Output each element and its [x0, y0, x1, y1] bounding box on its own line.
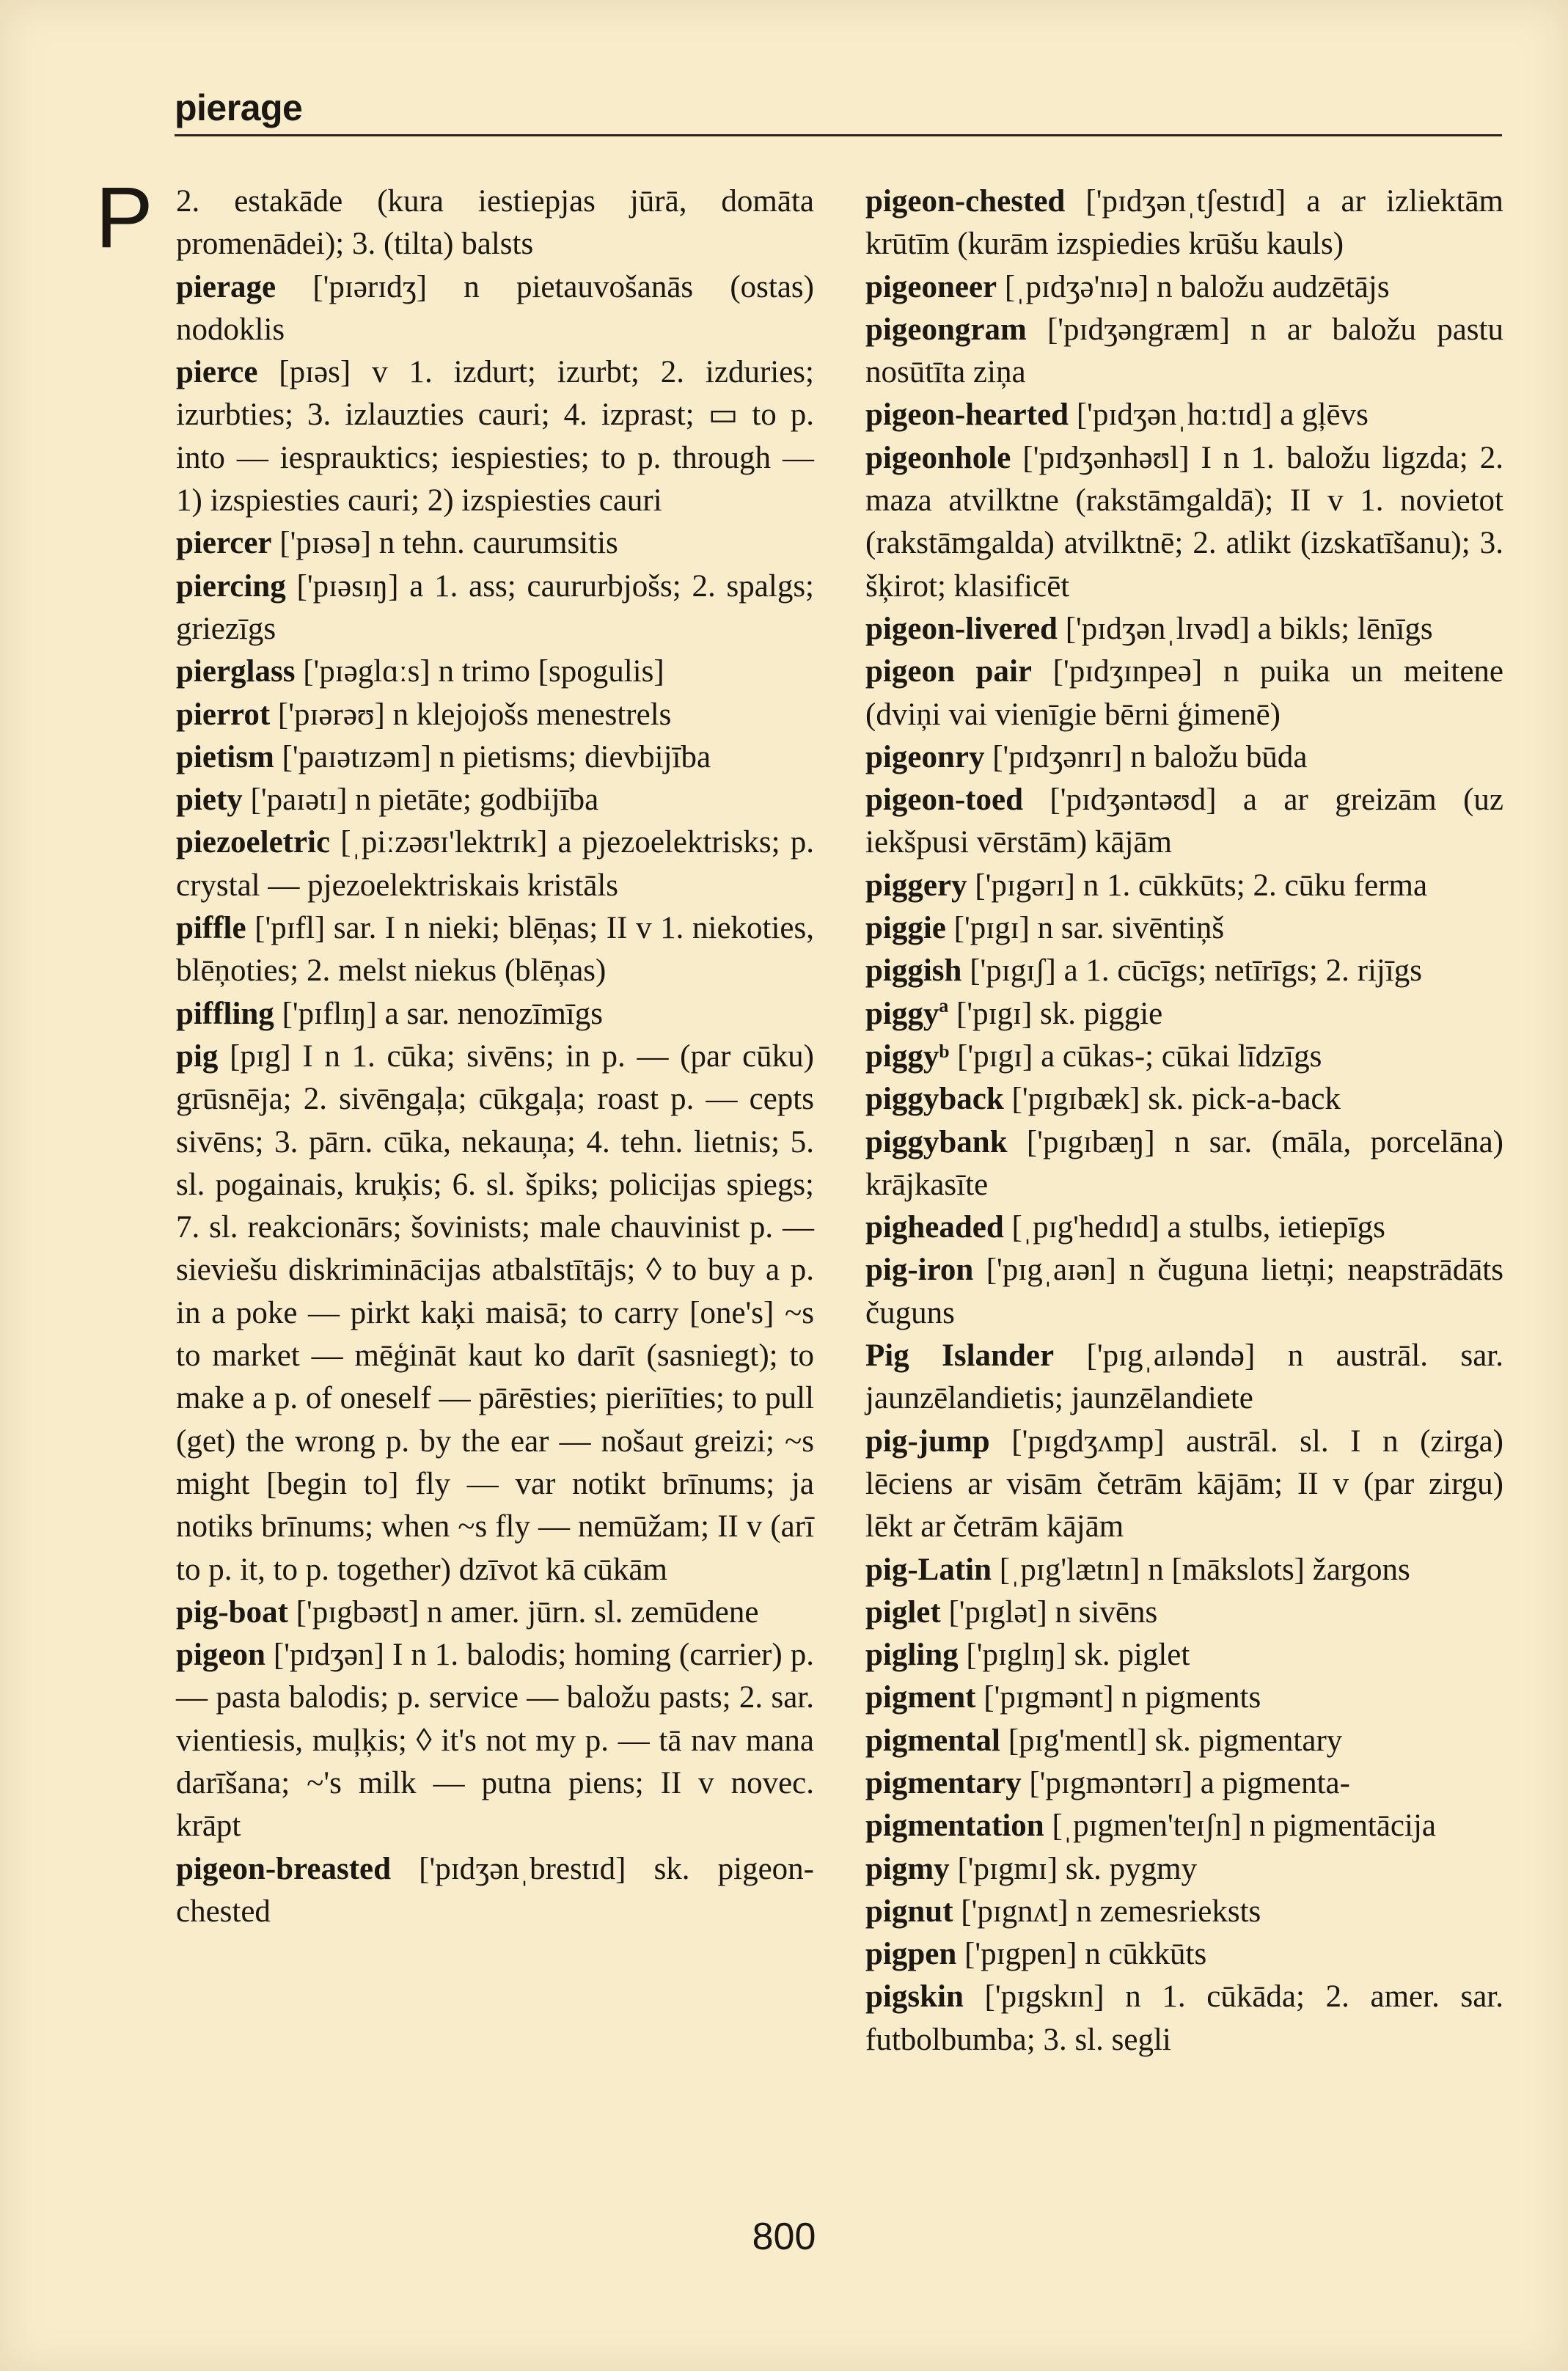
headword: piglet — [865, 1594, 941, 1630]
dictionary-entry — [865, 1206, 1503, 1249]
entry-text: ['pɪdʒɪnpeə] n puika un meitene (dviņi vai vienīgie bērni ģimenē) — [865, 654, 1503, 732]
headword: piggybank — [865, 1124, 1008, 1159]
entry-text: ['paɪətɪzəm] n pietisms; dievbijība — [274, 739, 711, 774]
entry-text: ['pɪgdʒʌmp] austrāl. sl. I n (zirga) lēciens ar visām četrām kājām; II v (par zirgu) lēkt ar četrām kājām — [865, 1423, 1503, 1544]
section-letter: P — [95, 169, 153, 266]
headword: pig-boat — [176, 1594, 288, 1630]
dictionary-entry — [865, 266, 1503, 309]
dictionary-entry — [865, 180, 1503, 266]
dictionary-entry — [865, 950, 1503, 992]
headword: pigeon-toed — [865, 783, 1023, 818]
entry-text: ['pɪflɪŋ] a sar. nenozīmīgs — [274, 996, 603, 1031]
dictionary-entry — [865, 1634, 1503, 1676]
dictionary-entry — [176, 651, 814, 693]
entry-text: ['pɪgɪ] a cūkas-; cūkai līdzīgs — [949, 1038, 1322, 1074]
entry-text: ['pɪdʒəngræm] n ar baložu pastu nosūtīta ziņa — [865, 312, 1503, 390]
dictionary-entry — [865, 907, 1503, 950]
dictionary-entry — [865, 779, 1503, 865]
headword: pigpen — [865, 1937, 957, 1972]
headword: pigeon pair — [865, 654, 1032, 689]
dictionary-entry — [176, 821, 814, 907]
headword: piggyᵇ — [865, 1038, 950, 1074]
headword: pigeon-hearted — [865, 397, 1069, 433]
page-number: 800 — [752, 2216, 816, 2258]
headword: pigeon — [176, 1638, 265, 1673]
headword: pigskin — [865, 1979, 964, 2015]
headword: pierce — [176, 355, 258, 390]
entry-text: ['pɪdʒənˌbrestɪd] sk. pigeon-chested — [176, 1851, 814, 1929]
headword: pigling — [865, 1638, 959, 1673]
left-column — [176, 180, 814, 1933]
dictionary-entry — [865, 1976, 1503, 2062]
headword: pigment — [865, 1680, 976, 1715]
dictionary-entry — [176, 1591, 814, 1634]
headword: pigeoneer — [865, 269, 997, 304]
dictionary-entry — [865, 1036, 1503, 1078]
headword: pigeonhole — [865, 440, 1011, 475]
dictionary-entry — [176, 907, 814, 993]
entry-text: ['pɪdʒənˌlɪvəd] a bikls; lēnīgs — [1057, 611, 1433, 646]
headword: pigmy — [865, 1851, 950, 1886]
headword: pignut — [865, 1894, 953, 1929]
headword: piercer — [176, 526, 272, 561]
headword: pigeon-chested — [865, 184, 1066, 219]
entry-text: ['pɪgməntərɪ] a pigmenta- — [1021, 1765, 1350, 1800]
headword: pigeon-livered — [865, 611, 1058, 646]
headword: pigmental — [865, 1723, 1000, 1758]
headword: piffling — [176, 996, 274, 1031]
headword: piggish — [865, 953, 962, 989]
entry-text: ['pɪgɪ] n sar. sivēntiņš — [945, 911, 1225, 946]
entry-text: [pɪəs] v 1. izdurt; izurbt; 2. izduries; izurbties; 3. izlauzties cauri; 4. izprast; ▭ to p. into — iesprauktics; iespiesties; to p. through — 1) izspiesties cauri; 2) izspiesties cauri — [176, 355, 814, 518]
dictionary-entry — [865, 1121, 1503, 1207]
entry-text: ['pɪgɪ] sk. piggie — [948, 996, 1163, 1031]
dictionary-entry — [865, 1848, 1503, 1891]
entry-text: ['pɪdʒənˌtʃestɪd] a ar izliektām krūtīm (kurām izspiedies krūšu kauls) — [865, 184, 1503, 262]
dictionary-entry — [176, 993, 814, 1036]
headword: pietism — [176, 739, 274, 774]
entry-text: ['pɪfl] sar. I n nieki; blēņas; II v 1. niekoties, blēņoties; 2. melst niekus (blēņas) — [176, 911, 814, 989]
dictionary-entry — [176, 522, 814, 565]
entry-text: ['pɪgmɪ] sk. pygmy — [949, 1851, 1198, 1886]
entry-text: ['pɪgskɪn] n 1. cūkāda; 2. amer. sar. futbolbumba; 3. sl. segli — [865, 1979, 1503, 2057]
headword: pigmentation — [865, 1809, 1044, 1844]
entry-text: ['pɪdʒəntəʊd] a ar greizām (uz iekšpusi vērstām) kājām — [865, 783, 1503, 860]
entry-text: ['pɪgˌaɪləndə] n austrāl. sar. jaunzēlandietis; jaunzēlandiete — [865, 1338, 1503, 1416]
running-head: pierage — [175, 87, 303, 128]
entry-text: ['pɪgɪbæŋ] n sar. (māla, porcelāna) krājkasīte — [865, 1124, 1503, 1202]
headword: pigmentary — [865, 1765, 1022, 1800]
headword: pigheaded — [865, 1210, 1004, 1245]
headword: pigeongram — [865, 312, 1027, 347]
entry-text: ['pɪgbəʊt] n amer. jūrn. sl. zemūdene — [287, 1594, 759, 1630]
headword: piggyback — [865, 1082, 1004, 1117]
entry-text: ['pɪgmənt] n pigments — [975, 1680, 1261, 1715]
dictionary-entry — [865, 437, 1503, 608]
entry-text: ['pɪəglɑːs] n trimo [spogulis] — [295, 654, 664, 689]
dictionary-entry — [865, 1676, 1503, 1719]
headword: pigeon-breasted — [176, 1851, 392, 1886]
dictionary-entry — [865, 736, 1503, 779]
headword: piercing — [176, 568, 286, 604]
dictionary-entry — [176, 1036, 814, 1591]
entry-text: ['pɪgɪʃ] a 1. cūcīgs; netīrīgs; 2. rijīgs — [961, 953, 1423, 989]
entry-text: ['pɪglət] n sivēns — [940, 1594, 1158, 1630]
dictionary-entry — [176, 694, 814, 736]
entry-text: ['pɪdʒən] I n 1. balodis; homing (carrier) p. — pasta balodis; p. service — baložu pasts; 2. sar. vientiesis, muļķis; ◊ it's not my p. — tā nav mana darīšana; ~'s milk — putna piens; II v novec. krāpt — [176, 1638, 814, 1844]
dictionary-entry — [865, 309, 1503, 395]
entry-text: ['pɪgərɪ] n 1. cūkkūts; 2. cūku ferma — [967, 868, 1428, 903]
headword: Pig Islander — [865, 1338, 1055, 1374]
dictionary-entry — [176, 1634, 814, 1847]
entry-text: [ˌpɪg'hedɪd] a stulbs, ietiepīgs — [1003, 1210, 1385, 1245]
headword: piggery — [865, 868, 967, 903]
headword: piffle — [176, 911, 246, 946]
dictionary-entry — [176, 180, 814, 266]
dictionary-entry — [176, 351, 814, 522]
dictionary-entry — [865, 1805, 1503, 1847]
entry-text: ['pɪgɪbæk] sk. pick-a-back — [1003, 1082, 1341, 1117]
headword: pig-jump — [865, 1423, 990, 1459]
entry-text: ['pɪdʒənˌhɑːtɪd] a gļēvs — [1069, 397, 1369, 433]
headword: piezoeletric — [176, 825, 331, 860]
right-column — [865, 180, 1503, 2062]
entry-text: [pɪg'mentl] sk. pigmentary — [1000, 1723, 1343, 1758]
entry-text: ['pɪdʒənrɪ] n baložu būda — [984, 739, 1308, 774]
headword: piggie — [865, 911, 946, 946]
dictionary-entry — [865, 1720, 1503, 1762]
dictionary-entry — [865, 1891, 1503, 1933]
headword: pig — [176, 1038, 219, 1074]
dictionary-entry — [865, 1078, 1503, 1121]
entry-text: 2. estakāde (kura iestiepjas jūrā, domāta promenādei); 3. (tilta) balsts — [176, 184, 814, 262]
dictionary-entry — [865, 1933, 1503, 1976]
dictionary-entry — [865, 865, 1503, 907]
entry-text: ['pɪgpen] n cūkkūts — [956, 1937, 1207, 1972]
dictionary-entry — [865, 608, 1503, 651]
headword: pierage — [176, 269, 276, 304]
dictionary-entry — [176, 565, 814, 651]
dictionary-entry — [865, 993, 1503, 1036]
entry-text: ['pɪglɪŋ] sk. piglet — [958, 1638, 1190, 1673]
entry-text: ['pɪəsə] n tehn. caurumsitis — [271, 526, 618, 561]
dictionary-entry — [176, 266, 814, 352]
entry-text: ['paɪətɪ] n pietāte; godbijība — [242, 783, 599, 818]
entry-text: ['pɪərəʊ] n klejojošs menestrels — [270, 697, 672, 732]
dictionary-entry — [865, 651, 1503, 736]
dictionary-entry — [176, 1848, 814, 1934]
dictionary-entry — [865, 1335, 1503, 1421]
entry-text: ['pɪdʒənhəʊl] I n 1. baložu ligzda; 2. maza atvilktne (rakstāmgaldā); II v 1. novietot (rakstāmgalda) atvilktnē; 2. atlikt (izskatīšanu); 3. šķirot; klasificēt — [865, 440, 1503, 604]
headword: pig-iron — [865, 1253, 974, 1288]
entry-text: ['pɪgˌaɪən] n čuguna lietņi; neapstrādāts čuguns — [865, 1253, 1503, 1330]
headword: piety — [176, 783, 243, 818]
headword: pigeonry — [865, 739, 985, 774]
dictionary-entry — [865, 1549, 1503, 1591]
headword: piggyª — [865, 996, 949, 1031]
entry-text: ['pɪəsɪŋ] a 1. ass; caururbjošs; 2. spalgs; griezīgs — [176, 568, 814, 646]
entry-text: ['pɪərɪdʒ] n pietauvošanās (ostas) nodoklis — [176, 269, 814, 347]
entry-text: [pɪg] I n 1. cūka; sivēns; in p. — (par cūku) grūsnēja; 2. sivēngaļa; cūkgaļa; roast p. — cepts sivēns; 3. pārn. cūka, nekauņa; 4. tehn. lietnis; 5. sl. pogainais, kruķis; 6. sl. špiks; policijas spiegs; 7. sl. reakcionārs; šovinists; male chauvinist p. — sieviešu diskriminācijas atbalstītājs; ◊ to buy a p. in a poke — pirkt kaķi maisā; to carry [one's] ~s to market — mēģināt kaut ko darīt (sasniegt); to make a p. of oneself — pārēsties; pieriīties; to pull (get) the wrong p. by the ear — nošaut greizi; ~s might [begin to] fly — var notikt brīnums; ja notiks brīnums; when ~s fly — nemūžam; II v (arī to p. it, to p. together) dzīvot kā cūkām — [176, 1038, 814, 1587]
headword: pig-Latin — [865, 1552, 992, 1587]
dictionary-entry — [865, 1249, 1503, 1335]
dictionary-entry — [176, 736, 814, 779]
entry-text: [ˌpɪgmen'teɪʃn] n pigmentācija — [1044, 1809, 1436, 1844]
headword: pierglass — [176, 654, 296, 689]
entry-text: [ˌpiːzəʊɪ'lektrɪk] a pjezoelektrisks; p. crystal — pjezoelektriskais kristāls — [176, 825, 814, 903]
header-rule — [175, 134, 1502, 136]
dictionary-entry — [176, 779, 814, 821]
entry-text: [ˌpɪg'lætɪn] n [mākslots] žargons — [992, 1552, 1410, 1587]
dictionary-entry — [865, 394, 1503, 436]
dictionary-entry — [865, 1762, 1503, 1805]
entry-text: ['pɪgnʌt] n zemesrieksts — [953, 1894, 1261, 1929]
headword: pierrot — [176, 697, 271, 732]
dictionary-entry — [865, 1591, 1503, 1634]
dictionary-entry — [865, 1421, 1503, 1549]
entry-text: [ˌpɪdʒə'nɪə] n baložu audzētājs — [997, 269, 1390, 304]
